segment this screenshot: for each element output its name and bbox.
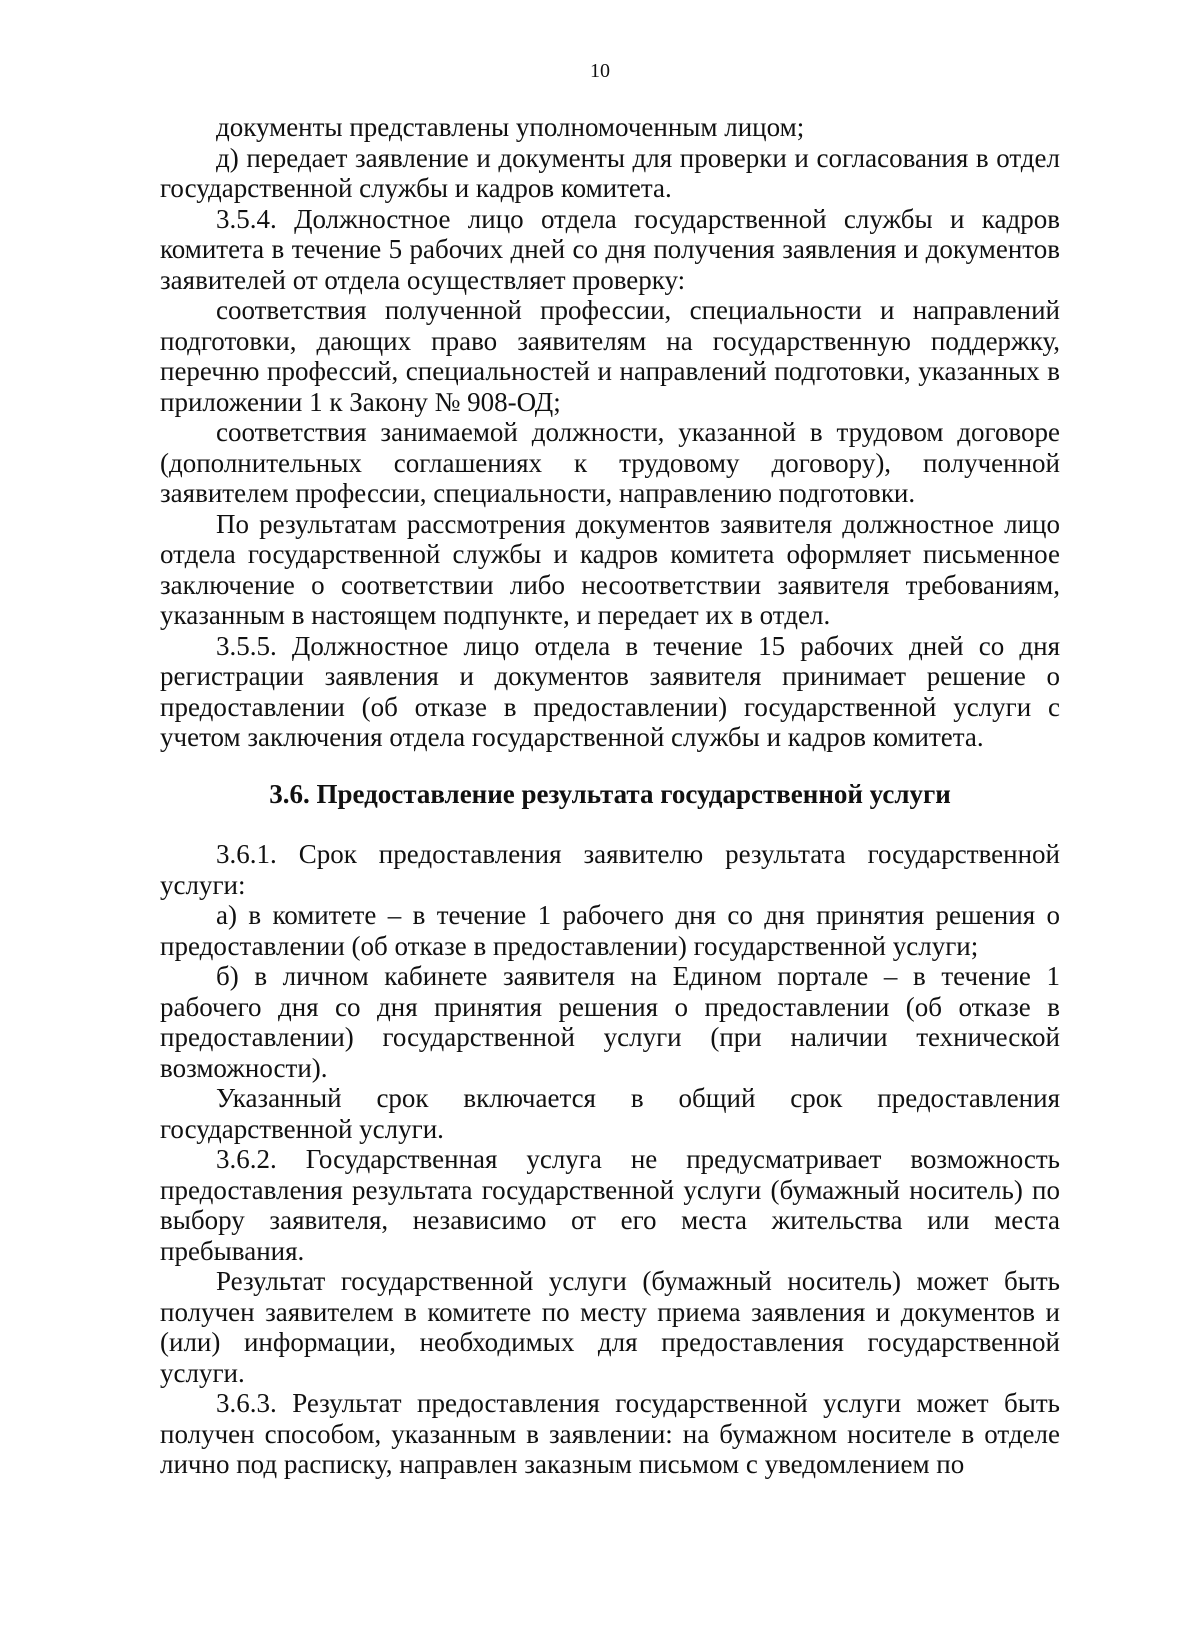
paragraph: документы представлены уполномоченным лицом; [216,112,805,142]
paragraph: 3.5.5. Должностное лицо отдела в течение 15 рабочих дней со дня регистрации заявления и документов заявителя принимает решение о предоставлении (об отказе в предоставлении) государственной услуги с учетом заключения отдела государственной службы и кадров комитета. [160,630,1060,752]
page-number: 10 [590,60,610,82]
paragraph: 3.6.3. Результат предоставления государственной услуги может быть получен способом, указанным в заявлении: на бумажном носителе в отделе лично под расписку, направлен заказным письмом с уведомлением по [160,1388,1060,1479]
paragraph: б) в личном кабинете заявителя на Едином портале – в течение 1 рабочего дня со дня принятия решения о предоставлении (об отказе в предоставлении) государственной услуги (при наличии технической возможности). [160,961,1060,1083]
paragraph: Указанный срок включается в общий срок предоставления государственной услуги. [160,1083,1060,1144]
paragraph: 3.6.1. Срок предоставления заявителю результата государственной услуги: [160,839,1060,900]
paragraph: д) передает заявление и документы для проверки и согласования в отдел государственной службы и кадров комитета. [160,142,1060,203]
paragraph: а) в комитете – в течение 1 рабочего дня со дня принятия решения о предоставлении (об отказе в предоставлении) государственной услуги; [160,900,1060,961]
paragraph: соответствия полученной профессии, специальности и направлений подготовки, дающих право заявителям на государственную поддержку, перечню профессий, специальностей и направлений подготовки, указанных в приложении 1 к Закону № 908-ОД; [160,295,1060,417]
paragraph: соответствия занимаемой должности, указанной в трудовом договоре (дополнительных соглашениях к трудовому договору), полученной заявителем профессии, специальности, направлению подготовки. [160,417,1060,508]
paragraph: Результат государственной услуги (бумажный носитель) может быть получен заявителем в комитете по месту приема заявления и документов и (или) информации, необходимых для предоставления государственной услуги. [160,1266,1060,1388]
paragraph: По результатам рассмотрения документов заявителя должностное лицо отдела государственной службы и кадров комитета оформляет письменное заключение о соответствии либо несоответствии заявителя требованиям, указанным в настоящем подпункте, и передает их в отдел. [160,508,1060,630]
section-heading: 3.6. Предоставление результата государственной услуги [269,778,951,809]
document-body [160,112,1060,1480]
paragraph: 3.5.4. Должностное лицо отдела государственной службы и кадров комитета в течение 5 рабочих дней со дня получения заявления и документов заявителей от отдела осуществляет проверку: [160,203,1060,295]
paragraph: 3.6.2. Государственная услуга не предусматривает возможность предоставления результата государственной услуги (бумажный носитель) по выбору заявителя, независимо от его места жительства или места пребывания. [160,1144,1060,1266]
